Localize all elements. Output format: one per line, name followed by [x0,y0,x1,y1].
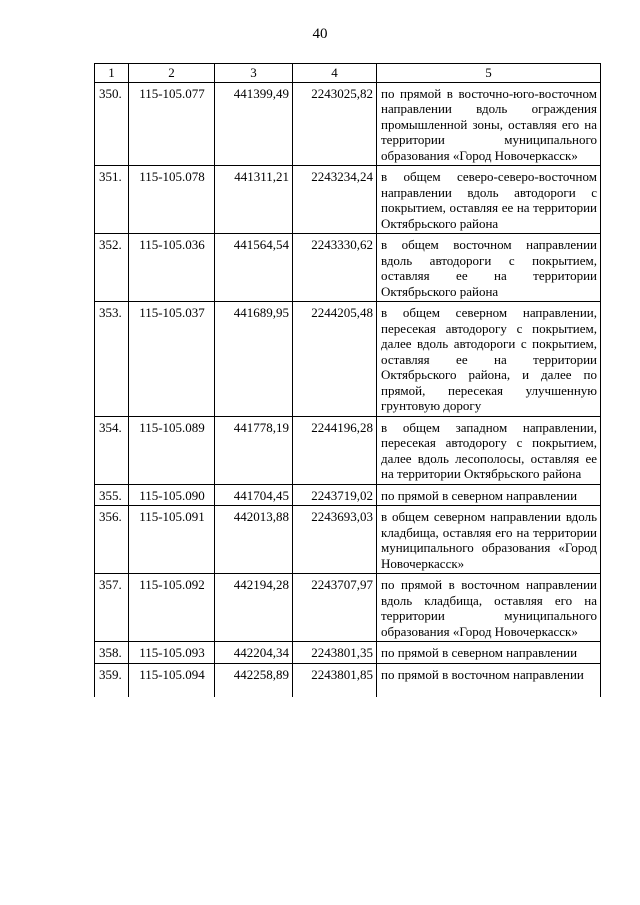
point-code: 115-105.093 [129,642,215,664]
row-number: 359. [95,663,129,697]
coord-x: 441778,19 [215,416,293,484]
coord-x: 442194,28 [215,574,293,642]
point-code: 115-105.036 [129,234,215,302]
row-number: 353. [95,302,129,417]
coord-y: 2243693,03 [293,506,377,574]
boundary-description: по прямой в восточном направлении вдоль кладбища, оставляя его на территории муниципального образования «Город Новочеркасск» [377,574,601,642]
coord-x: 442258,89 [215,663,293,697]
boundary-description: по прямой в северном направлении [377,484,601,506]
point-code: 115-105.078 [129,166,215,234]
boundary-description: в общем северном направлении, пересекая автодорогу с покрытием, далее вдоль автодороги с покрытием, оставляя ее на территории Октябрьского района, и далее по прямой, пересекая улучшенную грунтовую дорогу [377,302,601,417]
row-number: 355. [95,484,129,506]
point-code: 115-105.091 [129,506,215,574]
row-number: 358. [95,642,129,664]
table-body [95,82,601,697]
header-col-2: 2 [129,64,215,83]
table-row [95,506,601,574]
boundary-description: в общем северо-северо-восточном направлении вдоль автодороги с покрытием, оставляя ее на территории Октябрьского района [377,166,601,234]
coord-x: 441704,45 [215,484,293,506]
point-code: 115-105.094 [129,663,215,697]
point-code: 115-105.090 [129,484,215,506]
header-col-1: 1 [95,64,129,83]
table-row [95,166,601,234]
header-col-5: 5 [377,64,601,83]
coord-x: 441689,95 [215,302,293,417]
boundary-description: в общем восточном направлении вдоль автодороги с покрытием, оставляя ее на территории Октябрьского района [377,234,601,302]
coord-x: 441311,21 [215,166,293,234]
row-number: 351. [95,166,129,234]
coord-y: 2243801,85 [293,663,377,697]
table-row [95,484,601,506]
row-number: 352. [95,234,129,302]
coord-x: 442204,34 [215,642,293,664]
coord-y: 2243025,82 [293,82,377,166]
coord-y: 2243234,24 [293,166,377,234]
point-code: 115-105.089 [129,416,215,484]
point-code: 115-105.037 [129,302,215,417]
coord-y: 2243707,97 [293,574,377,642]
boundary-description: по прямой в северном направлении [377,642,601,664]
coord-x: 441399,49 [215,82,293,166]
table-row [95,234,601,302]
boundary-description: по прямой в восточно-юго-восточном направлении вдоль ограждения промышленной зоны, оставляя его на территории муниципального образования «Город Новочеркасск» [377,82,601,166]
coord-y: 2244196,28 [293,416,377,484]
header-col-4: 4 [293,64,377,83]
coord-y: 2243719,02 [293,484,377,506]
table-row [95,574,601,642]
header-col-3: 3 [215,64,293,83]
coord-y: 2244205,48 [293,302,377,417]
table-row [95,82,601,166]
row-number: 350. [95,82,129,166]
row-number: 354. [95,416,129,484]
table-header-row [95,64,601,83]
table-row [95,416,601,484]
table-row [95,642,601,664]
boundary-description: по прямой в восточном направлении [377,663,601,697]
coord-x: 442013,88 [215,506,293,574]
boundary-description: в общем западном направлении, пересекая автодорогу с покрытием, далее вдоль лесополосы, оставляя ее на территории Октябрьского района [377,416,601,484]
boundary-points-table [94,63,601,697]
point-code: 115-105.077 [129,82,215,166]
coord-x: 441564,54 [215,234,293,302]
boundary-description: в общем северном направлении вдоль кладбища, оставляя его на территории муниципального образования «Город Новочеркасск» [377,506,601,574]
table-row [95,302,601,417]
row-number: 356. [95,506,129,574]
point-code: 115-105.092 [129,574,215,642]
table-row [95,663,601,697]
coord-y: 2243801,35 [293,642,377,664]
page-number: 40 [312,26,328,42]
coord-y: 2243330,62 [293,234,377,302]
row-number: 357. [95,574,129,642]
